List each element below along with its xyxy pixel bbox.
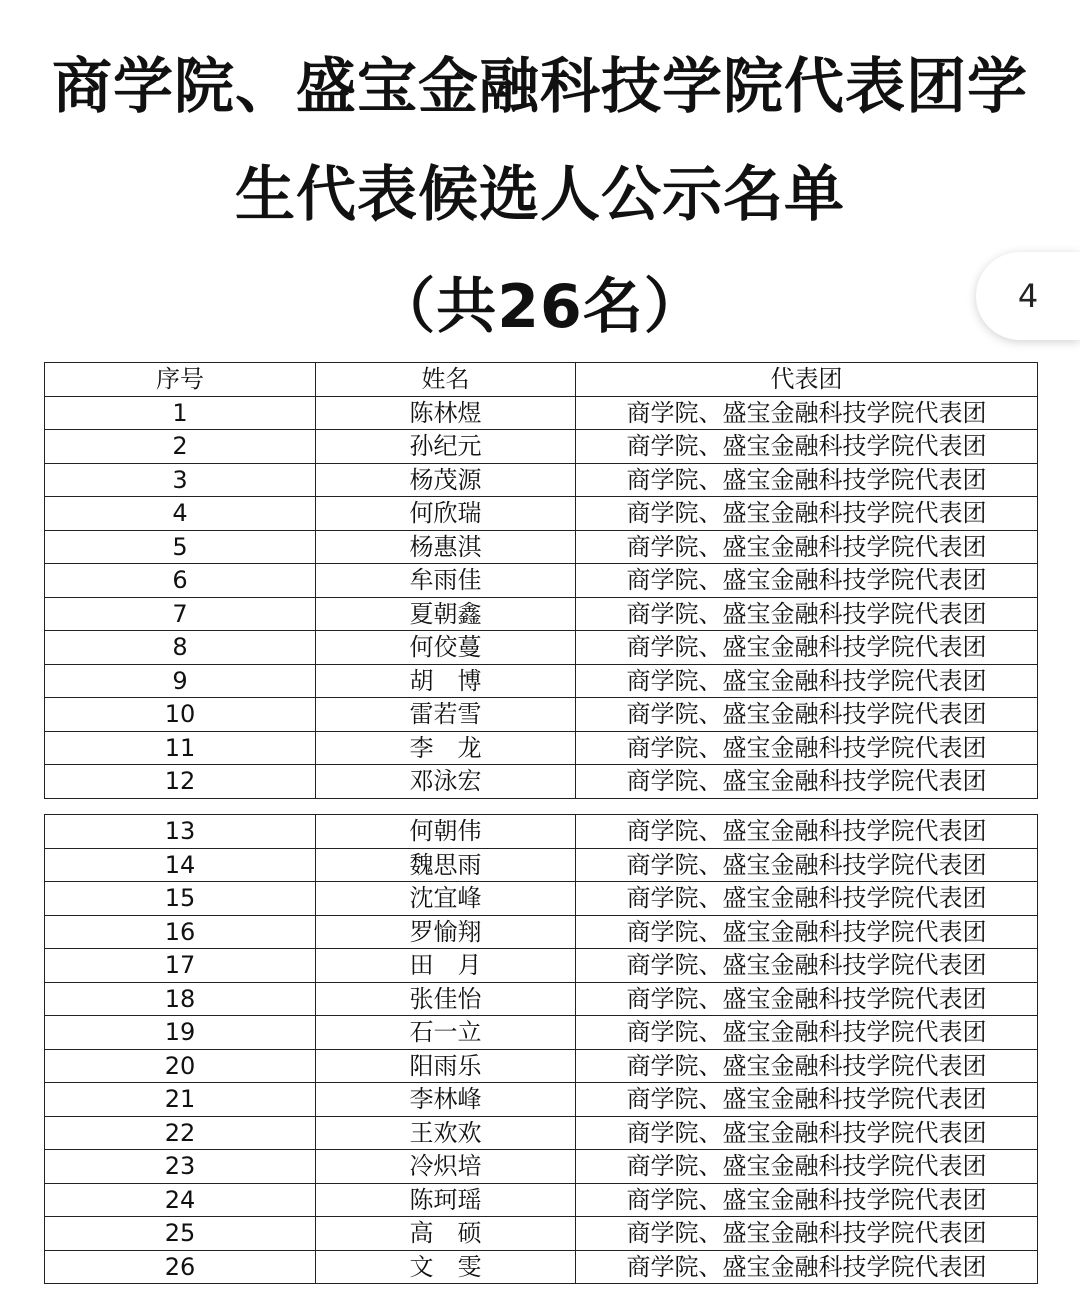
table-row — [45, 698, 1038, 732]
cell-seq: 17 — [45, 949, 316, 983]
cell-delegation: 商学院、盛宝金融科技学院代表团 — [576, 915, 1038, 949]
cell-delegation: 商学院、盛宝金融科技学院代表团 — [576, 949, 1038, 983]
cell-seq: 2 — [45, 430, 316, 464]
cell-name: 何朝伟 — [316, 815, 576, 849]
cell-seq: 20 — [45, 1049, 316, 1083]
cell-delegation: 商学院、盛宝金融科技学院代表团 — [576, 1150, 1038, 1184]
table-row — [45, 982, 1038, 1016]
cell-seq: 25 — [45, 1217, 316, 1251]
cell-delegation: 商学院、盛宝金融科技学院代表团 — [576, 396, 1038, 430]
table-row — [45, 530, 1038, 564]
table-row — [45, 497, 1038, 531]
table-row — [45, 564, 1038, 598]
cell-seq: 1 — [45, 396, 316, 430]
cell-delegation: 商学院、盛宝金融科技学院代表团 — [576, 882, 1038, 916]
header-delegation: 代表团 — [576, 363, 1038, 397]
table-header-row — [45, 363, 1038, 397]
table-row — [45, 848, 1038, 882]
cell-name: 冷炽培 — [316, 1150, 576, 1184]
candidate-table-part-2 — [44, 814, 1038, 1284]
cell-name: 胡 博 — [316, 664, 576, 698]
cell-seq: 22 — [45, 1116, 316, 1150]
cell-seq: 3 — [45, 463, 316, 497]
cell-seq: 26 — [45, 1250, 316, 1284]
cell-name: 李林峰 — [316, 1083, 576, 1117]
cell-delegation: 商学院、盛宝金融科技学院代表团 — [576, 765, 1038, 799]
cell-delegation: 商学院、盛宝金融科技学院代表团 — [576, 1183, 1038, 1217]
cell-seq: 18 — [45, 982, 316, 1016]
cell-seq: 16 — [45, 915, 316, 949]
cell-delegation: 商学院、盛宝金融科技学院代表团 — [576, 1083, 1038, 1117]
header-seq: 序号 — [45, 363, 316, 397]
cell-seq: 12 — [45, 765, 316, 799]
cell-seq: 5 — [45, 530, 316, 564]
cell-name: 阳雨乐 — [316, 1049, 576, 1083]
cell-delegation: 商学院、盛宝金融科技学院代表团 — [576, 1016, 1038, 1050]
cell-seq: 7 — [45, 597, 316, 631]
table-row — [45, 430, 1038, 464]
cell-delegation: 商学院、盛宝金融科技学院代表团 — [576, 530, 1038, 564]
cell-name: 文 雯 — [316, 1250, 576, 1284]
cell-seq: 19 — [45, 1016, 316, 1050]
cell-name: 田 月 — [316, 949, 576, 983]
cell-delegation: 商学院、盛宝金融科技学院代表团 — [576, 497, 1038, 531]
cell-seq: 9 — [45, 664, 316, 698]
cell-delegation: 商学院、盛宝金融科技学院代表团 — [576, 631, 1038, 665]
candidate-table-part-1 — [44, 362, 1038, 799]
table-row — [45, 597, 1038, 631]
cell-delegation: 商学院、盛宝金融科技学院代表团 — [576, 731, 1038, 765]
table-row — [45, 1049, 1038, 1083]
cell-name: 夏朝鑫 — [316, 597, 576, 631]
page-number: 4 — [1017, 277, 1039, 315]
cell-delegation: 商学院、盛宝金融科技学院代表团 — [576, 1049, 1038, 1083]
table-row — [45, 1150, 1038, 1184]
cell-delegation: 商学院、盛宝金融科技学院代表团 — [576, 430, 1038, 464]
cell-delegation: 商学院、盛宝金融科技学院代表团 — [576, 1116, 1038, 1150]
cell-delegation: 商学院、盛宝金融科技学院代表团 — [576, 463, 1038, 497]
page-indicator-tab[interactable] — [976, 252, 1080, 340]
cell-seq: 4 — [45, 497, 316, 531]
cell-name: 何佼蔓 — [316, 631, 576, 665]
cell-name: 魏思雨 — [316, 848, 576, 882]
cell-delegation: 商学院、盛宝金融科技学院代表团 — [576, 597, 1038, 631]
table-row — [45, 664, 1038, 698]
table-row — [45, 815, 1038, 849]
table-row — [45, 1016, 1038, 1050]
cell-seq: 10 — [45, 698, 316, 732]
table-row — [45, 1116, 1038, 1150]
cell-delegation: 商学院、盛宝金融科技学院代表团 — [576, 698, 1038, 732]
cell-name: 孙纪元 — [316, 430, 576, 464]
cell-name: 杨茂源 — [316, 463, 576, 497]
cell-name: 高 硕 — [316, 1217, 576, 1251]
cell-name: 张佳怡 — [316, 982, 576, 1016]
cell-name: 杨惠淇 — [316, 530, 576, 564]
table-row — [45, 1083, 1038, 1117]
cell-name: 雷若雪 — [316, 698, 576, 732]
cell-delegation: 商学院、盛宝金融科技学院代表团 — [576, 564, 1038, 598]
cell-delegation: 商学院、盛宝金融科技学院代表团 — [576, 664, 1038, 698]
table-row — [45, 1250, 1038, 1284]
cell-name: 邓泳宏 — [316, 765, 576, 799]
cell-name: 陈林煜 — [316, 396, 576, 430]
cell-name: 石一立 — [316, 1016, 576, 1050]
cell-name: 沈宜峰 — [316, 882, 576, 916]
table-row — [45, 1183, 1038, 1217]
table-row — [45, 949, 1038, 983]
cell-name: 李 龙 — [316, 731, 576, 765]
cell-delegation: 商学院、盛宝金融科技学院代表团 — [576, 982, 1038, 1016]
table-row — [45, 396, 1038, 430]
page-title-line-1: 商学院、盛宝金融科技学院代表团学 — [52, 52, 1028, 122]
table-row — [45, 915, 1038, 949]
cell-seq: 11 — [45, 731, 316, 765]
table-row — [45, 731, 1038, 765]
cell-seq: 14 — [45, 848, 316, 882]
cell-seq: 13 — [45, 815, 316, 849]
page-title-count: （共26名） — [375, 272, 705, 342]
cell-seq: 21 — [45, 1083, 316, 1117]
table-row — [45, 765, 1038, 799]
table-row — [45, 882, 1038, 916]
table-row — [45, 631, 1038, 665]
cell-seq: 8 — [45, 631, 316, 665]
header-name: 姓名 — [316, 363, 576, 397]
cell-name: 陈珂瑶 — [316, 1183, 576, 1217]
table-row — [45, 463, 1038, 497]
cell-delegation: 商学院、盛宝金融科技学院代表团 — [576, 1250, 1038, 1284]
cell-seq: 23 — [45, 1150, 316, 1184]
cell-delegation: 商学院、盛宝金融科技学院代表团 — [576, 815, 1038, 849]
cell-name: 王欢欢 — [316, 1116, 576, 1150]
page-title-line-2: 生代表候选人公示名单 — [235, 160, 845, 230]
cell-delegation: 商学院、盛宝金融科技学院代表团 — [576, 848, 1038, 882]
table-row — [45, 1217, 1038, 1251]
cell-name: 牟雨佳 — [316, 564, 576, 598]
cell-delegation: 商学院、盛宝金融科技学院代表团 — [576, 1217, 1038, 1251]
cell-name: 罗愉翔 — [316, 915, 576, 949]
cell-seq: 6 — [45, 564, 316, 598]
cell-seq: 24 — [45, 1183, 316, 1217]
cell-name: 何欣瑞 — [316, 497, 576, 531]
cell-seq: 15 — [45, 882, 316, 916]
